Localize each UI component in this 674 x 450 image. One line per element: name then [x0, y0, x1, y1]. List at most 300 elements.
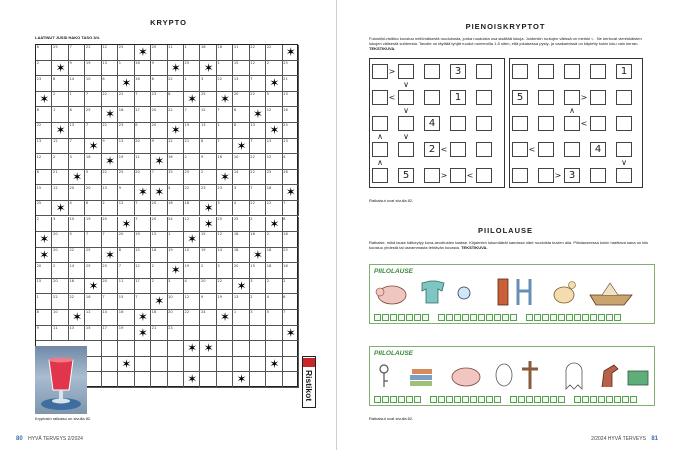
crossword-cell[interactable]: 22: [85, 45, 101, 61]
crossword-cell[interactable]: 4: [283, 154, 299, 170]
cell[interactable]: [476, 142, 492, 157]
crossword-cell[interactable]: [217, 341, 233, 357]
crossword-cell[interactable]: 5: [266, 92, 282, 108]
crossword-cell[interactable]: 13: [102, 185, 118, 201]
crossword-cell[interactable]: 7: [85, 232, 101, 248]
letter-box[interactable]: [470, 396, 477, 403]
crossword-cell[interactable]: 7: [250, 185, 266, 201]
crossword-cell[interactable]: 9: [36, 326, 52, 342]
crossword-cell[interactable]: [168, 372, 184, 388]
crossword-cell[interactable]: 16: [283, 170, 299, 186]
crossword-cell[interactable]: 15: [168, 170, 184, 186]
crossword-cell[interactable]: 3: [200, 76, 216, 92]
crossword-cell[interactable]: 2: [283, 279, 299, 295]
crossword-cell[interactable]: 13: [283, 139, 299, 155]
letter-box[interactable]: [606, 314, 613, 321]
crossword-cell[interactable]: 22: [168, 107, 184, 123]
crossword-cell[interactable]: 6: [168, 92, 184, 108]
crossword-cell[interactable]: 8: [135, 123, 151, 139]
crossword-cell[interactable]: 22: [250, 45, 266, 61]
crossword-cell[interactable]: 12: [217, 232, 233, 248]
letter-box[interactable]: [590, 396, 597, 403]
crossword-cell[interactable]: 12: [266, 154, 282, 170]
crossword-cell[interactable]: 8: [233, 123, 249, 139]
crossword-cell[interactable]: 22: [250, 154, 266, 170]
crossword-cell[interactable]: 19: [85, 61, 101, 77]
crossword-cell[interactable]: [118, 341, 134, 357]
crossword-cell[interactable]: 7: [217, 139, 233, 155]
crossword-cell[interactable]: 25: [102, 263, 118, 279]
crossword-cell[interactable]: 21: [283, 76, 299, 92]
cell[interactable]: [590, 168, 606, 183]
cell[interactable]: [590, 64, 606, 79]
letter-box[interactable]: [398, 396, 405, 403]
crossword-cell[interactable]: 11: [168, 45, 184, 61]
crossword-cell[interactable]: 7: [118, 263, 134, 279]
crossword-cell[interactable]: [283, 357, 299, 373]
crossword-cell[interactable]: 16: [85, 294, 101, 310]
crossword-cell[interactable]: 2: [52, 263, 68, 279]
crossword-cell[interactable]: 20: [102, 279, 118, 295]
letter-box[interactable]: [478, 396, 485, 403]
crossword-cell[interactable]: 2: [200, 170, 216, 186]
crossword-cell[interactable]: 10: [85, 76, 101, 92]
crossword-cell[interactable]: 12: [184, 294, 200, 310]
cell[interactable]: [450, 116, 466, 131]
crossword-cell[interactable]: [250, 341, 266, 357]
crossword-cell[interactable]: 18: [233, 232, 249, 248]
crossword-cell[interactable]: 8: [200, 139, 216, 155]
cell[interactable]: [424, 64, 440, 79]
letter-box[interactable]: [422, 314, 429, 321]
crossword-cell[interactable]: 7: [250, 139, 266, 155]
crossword-cell[interactable]: 7: [184, 107, 200, 123]
crossword-cell[interactable]: 21: [151, 326, 167, 342]
crossword-cell[interactable]: 20: [233, 92, 249, 108]
crossword-cell[interactable]: 16: [168, 201, 184, 217]
letter-box[interactable]: [438, 396, 445, 403]
letter-box[interactable]: [550, 314, 557, 321]
crossword-cell[interactable]: 2: [151, 279, 167, 295]
crossword-cell[interactable]: 6: [102, 76, 118, 92]
letter-box[interactable]: [526, 314, 533, 321]
cell[interactable]: [616, 90, 632, 105]
crossword-cell[interactable]: 19: [200, 248, 216, 264]
crossword-cell[interactable]: 3: [168, 279, 184, 295]
crossword-cell[interactable]: [200, 357, 216, 373]
crossword-cell[interactable]: 25: [200, 92, 216, 108]
crossword-cell[interactable]: [151, 341, 167, 357]
letter-box[interactable]: [518, 396, 525, 403]
crossword-cell[interactable]: 9: [102, 139, 118, 155]
crossword-cell[interactable]: 19: [85, 217, 101, 233]
crossword-cell[interactable]: 23: [200, 185, 216, 201]
crossword-cell[interactable]: 25: [52, 45, 68, 61]
crossword-cell[interactable]: 20: [217, 217, 233, 233]
crossword-cell[interactable]: 20: [118, 232, 134, 248]
crossword-cell[interactable]: 12: [135, 263, 151, 279]
crossword-cell[interactable]: 18: [151, 248, 167, 264]
letter-box[interactable]: [622, 396, 629, 403]
crossword-cell[interactable]: 3: [69, 154, 85, 170]
crossword-cell[interactable]: 16: [168, 154, 184, 170]
letter-box[interactable]: [446, 396, 453, 403]
crossword-cell[interactable]: 12: [168, 139, 184, 155]
crossword-cell[interactable]: 7: [151, 170, 167, 186]
letter-box[interactable]: [510, 314, 517, 321]
crossword-cell[interactable]: [135, 341, 151, 357]
crossword-cell[interactable]: 18: [151, 310, 167, 326]
crossword-cell[interactable]: 9: [151, 61, 167, 77]
crossword-cell[interactable]: 16: [217, 154, 233, 170]
crossword-cell[interactable]: 11: [233, 45, 249, 61]
cell[interactable]: [398, 142, 414, 157]
crossword-cell[interactable]: 17: [102, 326, 118, 342]
crossword-cell[interactable]: 7: [85, 123, 101, 139]
crossword-cell[interactable]: 8: [69, 107, 85, 123]
crossword-cell[interactable]: [85, 341, 101, 357]
crossword-cell[interactable]: 19: [168, 248, 184, 264]
crossword-cell[interactable]: 2: [52, 154, 68, 170]
crossword-cell[interactable]: 18: [233, 248, 249, 264]
crossword-cell[interactable]: 20: [168, 310, 184, 326]
crossword-cell[interactable]: 12: [52, 139, 68, 155]
letter-box[interactable]: [414, 314, 421, 321]
letter-box[interactable]: [374, 314, 381, 321]
letter-box[interactable]: [390, 314, 397, 321]
crossword-cell[interactable]: 8: [36, 310, 52, 326]
crossword-cell[interactable]: 22: [184, 310, 200, 326]
crossword-cell[interactable]: 4: [69, 201, 85, 217]
crossword-cell[interactable]: 25: [85, 263, 101, 279]
crossword-cell[interactable]: 1: [69, 92, 85, 108]
crossword-cell[interactable]: 12: [250, 61, 266, 77]
crossword-cell[interactable]: 2: [250, 217, 266, 233]
crossword-cell[interactable]: 23: [36, 76, 52, 92]
cell[interactable]: [512, 168, 528, 183]
crossword-cell[interactable]: [266, 326, 282, 342]
crossword-cell[interactable]: 21: [184, 139, 200, 155]
crossword-cell[interactable]: [233, 341, 249, 357]
crossword-cell[interactable]: 22: [69, 248, 85, 264]
cell[interactable]: [616, 116, 632, 131]
crossword-cell[interactable]: 13: [233, 76, 249, 92]
cell[interactable]: [538, 142, 554, 157]
cell[interactable]: [512, 142, 528, 157]
letter-box[interactable]: [382, 396, 389, 403]
crossword-cell[interactable]: 22: [250, 170, 266, 186]
crossword-cell[interactable]: 12: [200, 107, 216, 123]
crossword-cell[interactable]: 14: [69, 76, 85, 92]
crossword-cell[interactable]: 15: [233, 61, 249, 77]
letter-box[interactable]: [630, 396, 637, 403]
crossword-cell[interactable]: 9: [151, 139, 167, 155]
crossword-cell[interactable]: 2: [52, 92, 68, 108]
crossword-cell[interactable]: 18: [266, 185, 282, 201]
crossword-cell[interactable]: [151, 357, 167, 373]
crossword-cell[interactable]: 2: [266, 232, 282, 248]
crossword-cell[interactable]: 15: [36, 185, 52, 201]
cell[interactable]: [538, 90, 554, 105]
letter-box[interactable]: [494, 314, 501, 321]
letter-box[interactable]: [582, 314, 589, 321]
crossword-cell[interactable]: 12: [52, 185, 68, 201]
crossword-cell[interactable]: 7: [135, 92, 151, 108]
crossword-cell[interactable]: 12: [184, 217, 200, 233]
crossword-cell[interactable]: 16: [69, 279, 85, 295]
crossword-cell[interactable]: 5: [69, 232, 85, 248]
crossword-cell[interactable]: 18: [266, 248, 282, 264]
crossword-cell[interactable]: [168, 357, 184, 373]
crossword-cell[interactable]: 13: [233, 294, 249, 310]
crossword-cell[interactable]: [151, 372, 167, 388]
cell[interactable]: [372, 142, 388, 157]
crossword-cell[interactable]: 16: [135, 76, 151, 92]
letter-box[interactable]: [398, 314, 405, 321]
cell[interactable]: [564, 90, 580, 105]
crossword-cell[interactable]: 8: [36, 45, 52, 61]
cell[interactable]: [450, 168, 466, 183]
crossword-cell[interactable]: 16: [118, 310, 134, 326]
crossword-cell[interactable]: [168, 341, 184, 357]
crossword-cell[interactable]: 9: [69, 61, 85, 77]
crossword-cell[interactable]: 7: [283, 310, 299, 326]
crossword-cell[interactable]: 21: [52, 170, 68, 186]
crossword-cell[interactable]: [135, 357, 151, 373]
letter-box[interactable]: [486, 396, 493, 403]
crossword-cell[interactable]: 3: [250, 310, 266, 326]
crossword-cell[interactable]: 9: [118, 185, 134, 201]
crossword-cell[interactable]: 8: [52, 76, 68, 92]
crossword-cell[interactable]: 3: [217, 201, 233, 217]
crossword-cell[interactable]: [250, 326, 266, 342]
crossword-cell[interactable]: 20: [52, 248, 68, 264]
crossword-cell[interactable]: 9: [200, 154, 216, 170]
crossword-cell[interactable]: 20: [200, 279, 216, 295]
cell[interactable]: [616, 142, 632, 157]
crossword-cell[interactable]: 2: [102, 201, 118, 217]
crossword-cell[interactable]: 25: [36, 201, 52, 217]
crossword-grid[interactable]: [35, 44, 298, 387]
letter-box[interactable]: [446, 314, 453, 321]
crossword-cell[interactable]: 7: [135, 201, 151, 217]
crossword-cell[interactable]: 18: [85, 154, 101, 170]
crossword-cell[interactable]: 17: [135, 279, 151, 295]
cell[interactable]: [564, 116, 580, 131]
cell[interactable]: [372, 168, 388, 183]
letter-box[interactable]: [414, 396, 421, 403]
crossword-cell[interactable]: 18: [283, 232, 299, 248]
crossword-cell[interactable]: 7: [69, 139, 85, 155]
crossword-cell[interactable]: 20: [233, 263, 249, 279]
crossword-cell[interactable]: 16: [250, 232, 266, 248]
crossword-cell[interactable]: 25: [283, 248, 299, 264]
crossword-cell[interactable]: [250, 357, 266, 373]
letter-box[interactable]: [486, 314, 493, 321]
cell[interactable]: [372, 64, 388, 79]
letter-box[interactable]: [534, 396, 541, 403]
crossword-cell[interactable]: [135, 372, 151, 388]
cell[interactable]: [476, 90, 492, 105]
letter-box[interactable]: [502, 314, 509, 321]
crossword-cell[interactable]: 6: [151, 76, 167, 92]
crossword-cell[interactable]: 13: [118, 139, 134, 155]
cell[interactable]: [616, 168, 632, 183]
cell[interactable]: [590, 116, 606, 131]
crossword-cell[interactable]: 22: [118, 92, 134, 108]
cell[interactable]: [538, 168, 554, 183]
crossword-cell[interactable]: 22: [217, 279, 233, 295]
crossword-cell[interactable]: 13: [69, 123, 85, 139]
letter-box[interactable]: [478, 314, 485, 321]
crossword-cell[interactable]: 22: [168, 76, 184, 92]
crossword-cell[interactable]: 15: [118, 294, 134, 310]
crossword-cell[interactable]: 18: [118, 107, 134, 123]
crossword-cell[interactable]: 1: [184, 76, 200, 92]
crossword-cell[interactable]: 12: [102, 45, 118, 61]
letter-box[interactable]: [614, 396, 621, 403]
crossword-cell[interactable]: 16: [200, 45, 216, 61]
letter-box[interactable]: [590, 314, 597, 321]
letter-box[interactable]: [510, 396, 517, 403]
crossword-cell[interactable]: 18: [184, 201, 200, 217]
letter-box[interactable]: [494, 396, 501, 403]
cell[interactable]: [476, 168, 492, 183]
crossword-cell[interactable]: 3: [233, 185, 249, 201]
crossword-cell[interactable]: 20: [151, 217, 167, 233]
crossword-cell[interactable]: 20: [135, 139, 151, 155]
crossword-cell[interactable]: [85, 357, 101, 373]
crossword-cell[interactable]: 10: [52, 310, 68, 326]
crossword-cell[interactable]: 22: [250, 201, 266, 217]
cell[interactable]: [538, 116, 554, 131]
crossword-cell[interactable]: 14: [69, 263, 85, 279]
crossword-cell[interactable]: 4: [184, 279, 200, 295]
letter-box[interactable]: [526, 396, 533, 403]
letter-box[interactable]: [542, 314, 549, 321]
crossword-cell[interactable]: 20: [52, 232, 68, 248]
crossword-cell[interactable]: [233, 357, 249, 373]
crossword-cell[interactable]: 23: [118, 123, 134, 139]
crossword-cell[interactable]: 6: [283, 294, 299, 310]
crossword-cell[interactable]: 20: [85, 185, 101, 201]
crossword-cell[interactable]: 2: [266, 279, 282, 295]
crossword-cell[interactable]: [102, 372, 118, 388]
crossword-cell[interactable]: 20: [151, 123, 167, 139]
crossword-cell[interactable]: 4: [266, 294, 282, 310]
crossword-cell[interactable]: [200, 326, 216, 342]
letter-box[interactable]: [462, 314, 469, 321]
crossword-cell[interactable]: 19: [118, 326, 134, 342]
crossword-cell[interactable]: 7: [85, 92, 101, 108]
crossword-cell[interactable]: 15: [85, 326, 101, 342]
crossword-cell[interactable]: 13: [250, 123, 266, 139]
crossword-cell[interactable]: 15: [151, 232, 167, 248]
crossword-cell[interactable]: 25: [102, 217, 118, 233]
crossword-cell[interactable]: 3: [250, 279, 266, 295]
crossword-cell[interactable]: 8: [118, 248, 134, 264]
crossword-cell[interactable]: 25: [283, 61, 299, 77]
crossword-cell[interactable]: 1: [36, 294, 52, 310]
letter-box[interactable]: [606, 396, 613, 403]
crossword-cell[interactable]: 6: [85, 201, 101, 217]
crossword-cell[interactable]: 15: [36, 279, 52, 295]
letter-box[interactable]: [558, 396, 565, 403]
cell[interactable]: [476, 64, 492, 79]
letter-box[interactable]: [454, 396, 461, 403]
crossword-cell[interactable]: 12: [85, 310, 101, 326]
letter-box[interactable]: [462, 396, 469, 403]
crossword-cell[interactable]: 14: [233, 170, 249, 186]
crossword-cell[interactable]: 7: [69, 45, 85, 61]
letter-box[interactable]: [470, 314, 477, 321]
crossword-cell[interactable]: 1: [52, 107, 68, 123]
crossword-cell[interactable]: 12: [266, 107, 282, 123]
cell[interactable]: [398, 64, 414, 79]
crossword-cell[interactable]: 22: [102, 123, 118, 139]
crossword-cell[interactable]: 1: [233, 310, 249, 326]
crossword-cell[interactable]: 13: [200, 123, 216, 139]
crossword-cell[interactable]: 25: [283, 123, 299, 139]
crossword-cell[interactable]: 25: [118, 45, 134, 61]
crossword-cell[interactable]: 11: [118, 279, 134, 295]
crossword-cell[interactable]: 7: [217, 107, 233, 123]
crossword-cell[interactable]: [184, 357, 200, 373]
crossword-cell[interactable]: 1: [217, 123, 233, 139]
crossword-cell[interactable]: 2: [151, 263, 167, 279]
letter-box[interactable]: [382, 314, 389, 321]
crossword-cell[interactable]: 12: [266, 201, 282, 217]
crossword-cell[interactable]: 23: [151, 92, 167, 108]
cell[interactable]: [450, 142, 466, 157]
cell[interactable]: [512, 116, 528, 131]
crossword-cell[interactable]: 25: [85, 107, 101, 123]
letter-box[interactable]: [550, 396, 557, 403]
letter-box[interactable]: [614, 314, 621, 321]
crossword-cell[interactable]: [102, 341, 118, 357]
crossword-cell[interactable]: 19: [217, 294, 233, 310]
letter-box[interactable]: [438, 314, 445, 321]
crossword-cell[interactable]: [217, 326, 233, 342]
crossword-cell[interactable]: 13: [102, 61, 118, 77]
crossword-cell[interactable]: 10: [168, 294, 184, 310]
crossword-cell[interactable]: 25: [85, 248, 101, 264]
crossword-cell[interactable]: 15: [135, 248, 151, 264]
letter-box[interactable]: [566, 314, 573, 321]
crossword-cell[interactable]: [85, 372, 101, 388]
crossword-cell[interactable]: 19: [184, 263, 200, 279]
crossword-cell[interactable]: [217, 357, 233, 373]
crossword-cell[interactable]: 23: [217, 185, 233, 201]
letter-box[interactable]: [542, 396, 549, 403]
cell[interactable]: [372, 90, 388, 105]
crossword-cell[interactable]: 22: [52, 294, 68, 310]
crossword-cell[interactable]: 25: [184, 170, 200, 186]
crossword-cell[interactable]: 7: [102, 232, 118, 248]
crossword-cell[interactable]: 22: [266, 45, 282, 61]
letter-box[interactable]: [406, 314, 413, 321]
crossword-cell[interactable]: [118, 372, 134, 388]
crossword-cell[interactable]: 15: [69, 217, 85, 233]
crossword-cell[interactable]: 22: [36, 123, 52, 139]
cell[interactable]: [398, 90, 414, 105]
crossword-cell[interactable]: [200, 372, 216, 388]
crossword-cell[interactable]: 18: [217, 45, 233, 61]
crossword-cell[interactable]: 1: [184, 45, 200, 61]
cell[interactable]: [512, 64, 528, 79]
crossword-cell[interactable]: [266, 372, 282, 388]
cell[interactable]: [476, 116, 492, 131]
